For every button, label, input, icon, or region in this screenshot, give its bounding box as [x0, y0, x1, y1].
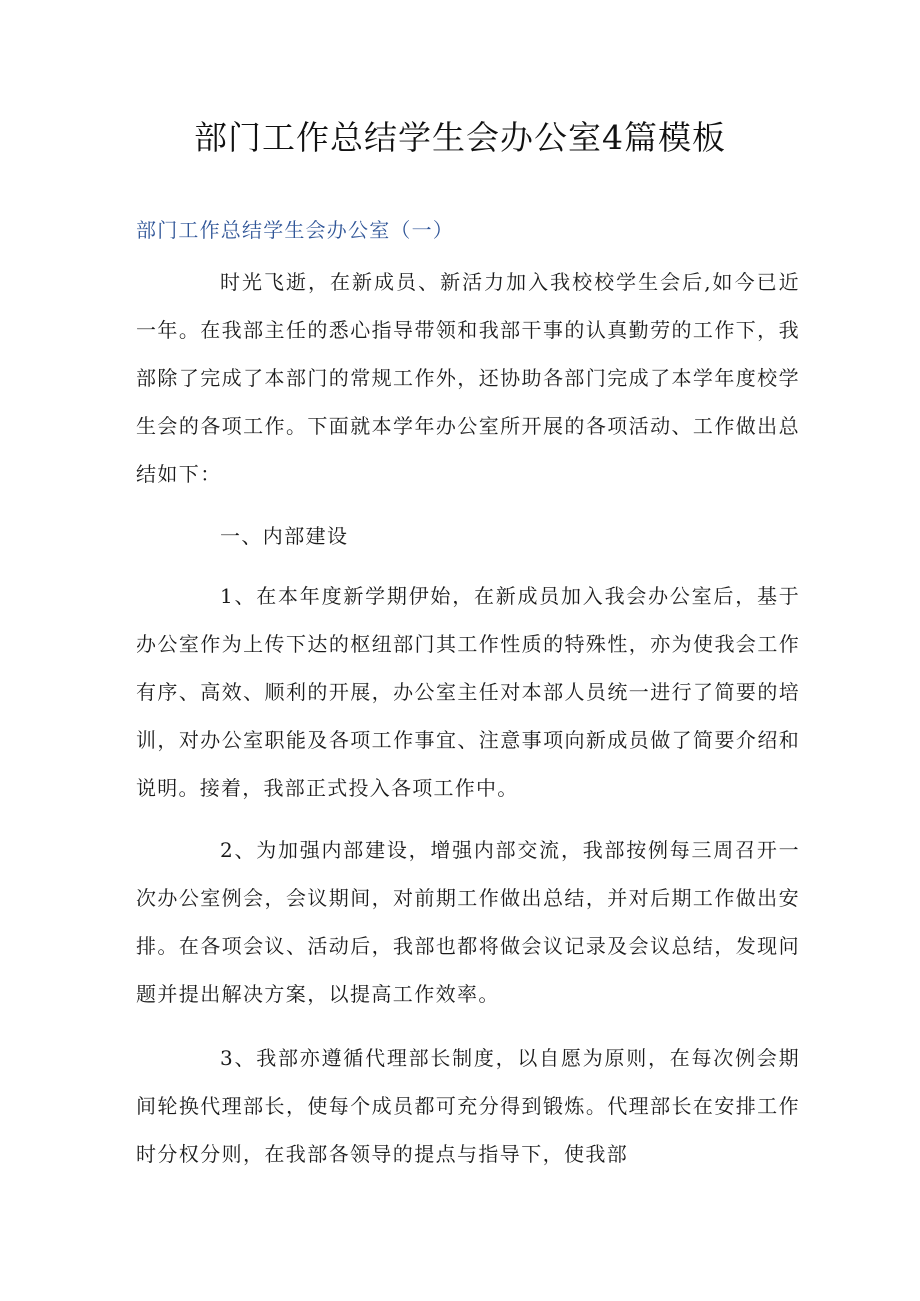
sub-heading-internal-construction: 一、内部建设	[220, 524, 349, 548]
paragraph-item-1: 1、在本年度新学期伊始，在新成员加入我会办公室后，基于办公室作为上传下达的枢纽部门其工作性质的特殊性，亦为使我会工作有序、高效、顺利的开展，办公室主任对本部人员统一进行了简要的培训，对办公室职能及各项工作事宜、注意事项向新成员做了简要介绍和说明。接着，我部正式投入各项工作中。	[136, 584, 800, 800]
intro-paragraph: 时光飞逝，在新成员、新活力加入我校校学生会后,如今已近一年。在我部主任的悉心指导带领和我部干事的认真勤劳的工作下，我部除了完成了本部门的常规工作外，还协助各部门完成了本学年度校学生会的各项工作。下面就本学年办公室所开展的各项活动、工作做出总结如下：	[136, 270, 800, 486]
paragraph-item-3: 3、我部亦遵循代理部长制度，以自愿为原则，在每次例会期间轮换代理部长，使每个成员都可充分得到锻炼。代理部长在安排工作时分权分则，在我部各领导的提点与指导下，使我部	[136, 1046, 800, 1166]
document-title: 部门工作总结学生会办公室4篇模板	[194, 118, 726, 157]
paragraph-item-2: 2、为加强内部建设，增强内部交流，我部按例每三周召开一次办公室例会，会议期间，对前期工作做出总结，并对后期工作做出安排。在各项会议、活动后，我部也都将做会议记录及会议总结，发现问题并提出解决方案，以提高工作效率。	[136, 838, 800, 1006]
section-heading: 部门工作总结学生会办公室（一）	[136, 218, 454, 242]
